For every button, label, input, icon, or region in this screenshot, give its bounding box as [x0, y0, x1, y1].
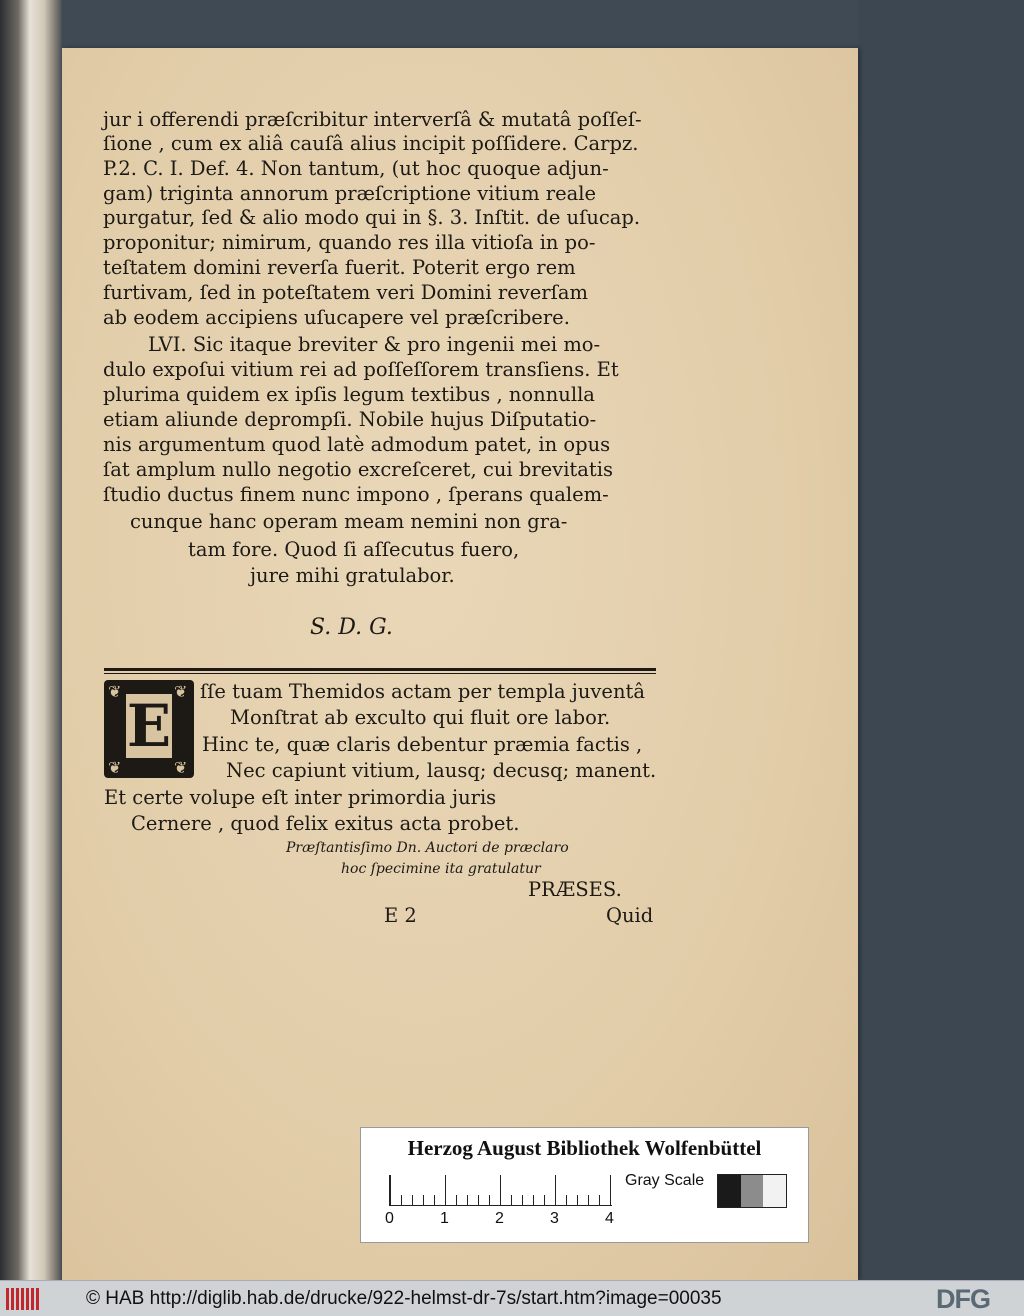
paragraph-line: jure mihi gratulabor.: [250, 564, 455, 587]
swatch-light: [763, 1175, 786, 1207]
paragraph-line: ſat amplum nullo negotio excreſceret, cui brevitatis: [103, 458, 613, 481]
signature-mark: E 2: [384, 904, 417, 927]
paragraph-line: cunque hanc operam meam nemini non gra-: [130, 510, 568, 533]
hab-logo-icon: [6, 1288, 40, 1310]
paragraph-line: etiam aliunde deprompſi. Nobile hujus Diſputatio-: [103, 408, 597, 431]
text-line: teſtatem domini reverſa fuerit. Poterit ergo rem: [103, 256, 576, 279]
gray-scale-label: Gray Scale: [625, 1172, 705, 1189]
book-binding-edge: [0, 0, 62, 1280]
swatch-mid: [741, 1175, 764, 1207]
poem-line: Cernere , quod felix exitus acta probet.: [131, 812, 520, 835]
paragraph-line: ſtudio ductus finem nunc impono , ſperans qualem-: [103, 483, 609, 506]
scale-number: 4: [605, 1210, 614, 1227]
poem-line: Hinc te, quæ claris debentur præmia factis ,: [202, 733, 643, 756]
catchword: Quid: [606, 904, 654, 927]
paragraph-line: nis argumentum quod latè admodum patet, in opus: [103, 433, 611, 456]
paragraph-line: dulo expoſui vitium rei ad poſſeſſorem transſiens. Et: [103, 358, 619, 381]
text-line: jur i offerendi præſcribitur interverſâ & mutatâ poſſeſ-: [103, 108, 642, 131]
scale-number: 1: [440, 1210, 449, 1227]
closing-sdg: S. D. G.: [310, 615, 393, 640]
text-line: P.2. C. I. Def. 4. Non tantum, (ut hoc quoque adjun-: [103, 157, 609, 180]
poem-line: Nec capiunt vitium, lausq; decusq; manent.: [226, 759, 657, 782]
text-line: proponitur; nimirum, quando res illa vitioſa in po-: [103, 231, 596, 254]
ruler-scale: [389, 1175, 612, 1206]
footer-bar: [0, 1280, 1024, 1316]
scale-number: 3: [550, 1210, 559, 1227]
text-line: ſione , cum ex aliâ cauſâ alius incipit poſſidere. Carpz.: [103, 132, 639, 155]
paragraph-line: plurima quidem ex ipſis legum textibus , nonnulla: [103, 383, 595, 406]
section-divider-thin: [104, 673, 656, 674]
scan-background: [858, 0, 1024, 1280]
poem-line: Et certe volupe eſt inter primordia juris: [104, 786, 497, 809]
footer-url-link[interactable]: © HAB http://diglib.hab.de/drucke/922-helmst-dr-7s/start.htm?image=00035: [86, 1288, 722, 1309]
dedication-line: Præſtantisſimo Dn. Auctori de præclaro: [286, 840, 569, 856]
decorated-initial: ❦ ❦ ❦ ❦ E: [104, 680, 194, 778]
poem-line: Monſtrat ab exculto qui fluit ore labor.: [230, 706, 611, 729]
signature-praeses: PRÆSES.: [528, 878, 622, 901]
text-line: furtivam, ſed in poteſtatem veri Domini reverſam: [103, 281, 588, 304]
section-divider: [104, 668, 656, 671]
scale-number: 2: [495, 1210, 504, 1227]
text-line: ab eodem accipiens uſucapere vel præſcribere.: [103, 306, 570, 329]
initial-letter: E: [126, 692, 172, 760]
dedication-line: hoc ſpecimine ita gratulatur: [341, 861, 541, 877]
swatch-dark: [718, 1175, 741, 1207]
scale-number: 0: [385, 1210, 394, 1227]
library-scale-label: [360, 1127, 809, 1243]
paragraph-line: tam fore. Quod ſi aſſecutus fuero,: [188, 538, 520, 561]
paragraph-line: LVI. Sic itaque breviter & pro ingenii mei mo-: [148, 333, 601, 356]
text-line: gam) triginta annorum præſcriptione vitium reale: [103, 182, 597, 205]
text-line: purgatur, ſed & alio modo qui in §. 3. Inſtit. de uſucap.: [103, 206, 641, 229]
dfg-logo: DFG: [936, 1284, 990, 1314]
gray-scale-swatches: [717, 1174, 787, 1208]
library-title: Herzog August Bibliothek Wolfenbüttel: [407, 1136, 762, 1160]
poem-line: ſſe tuam Themidos actam per templa juventâ: [200, 680, 645, 703]
